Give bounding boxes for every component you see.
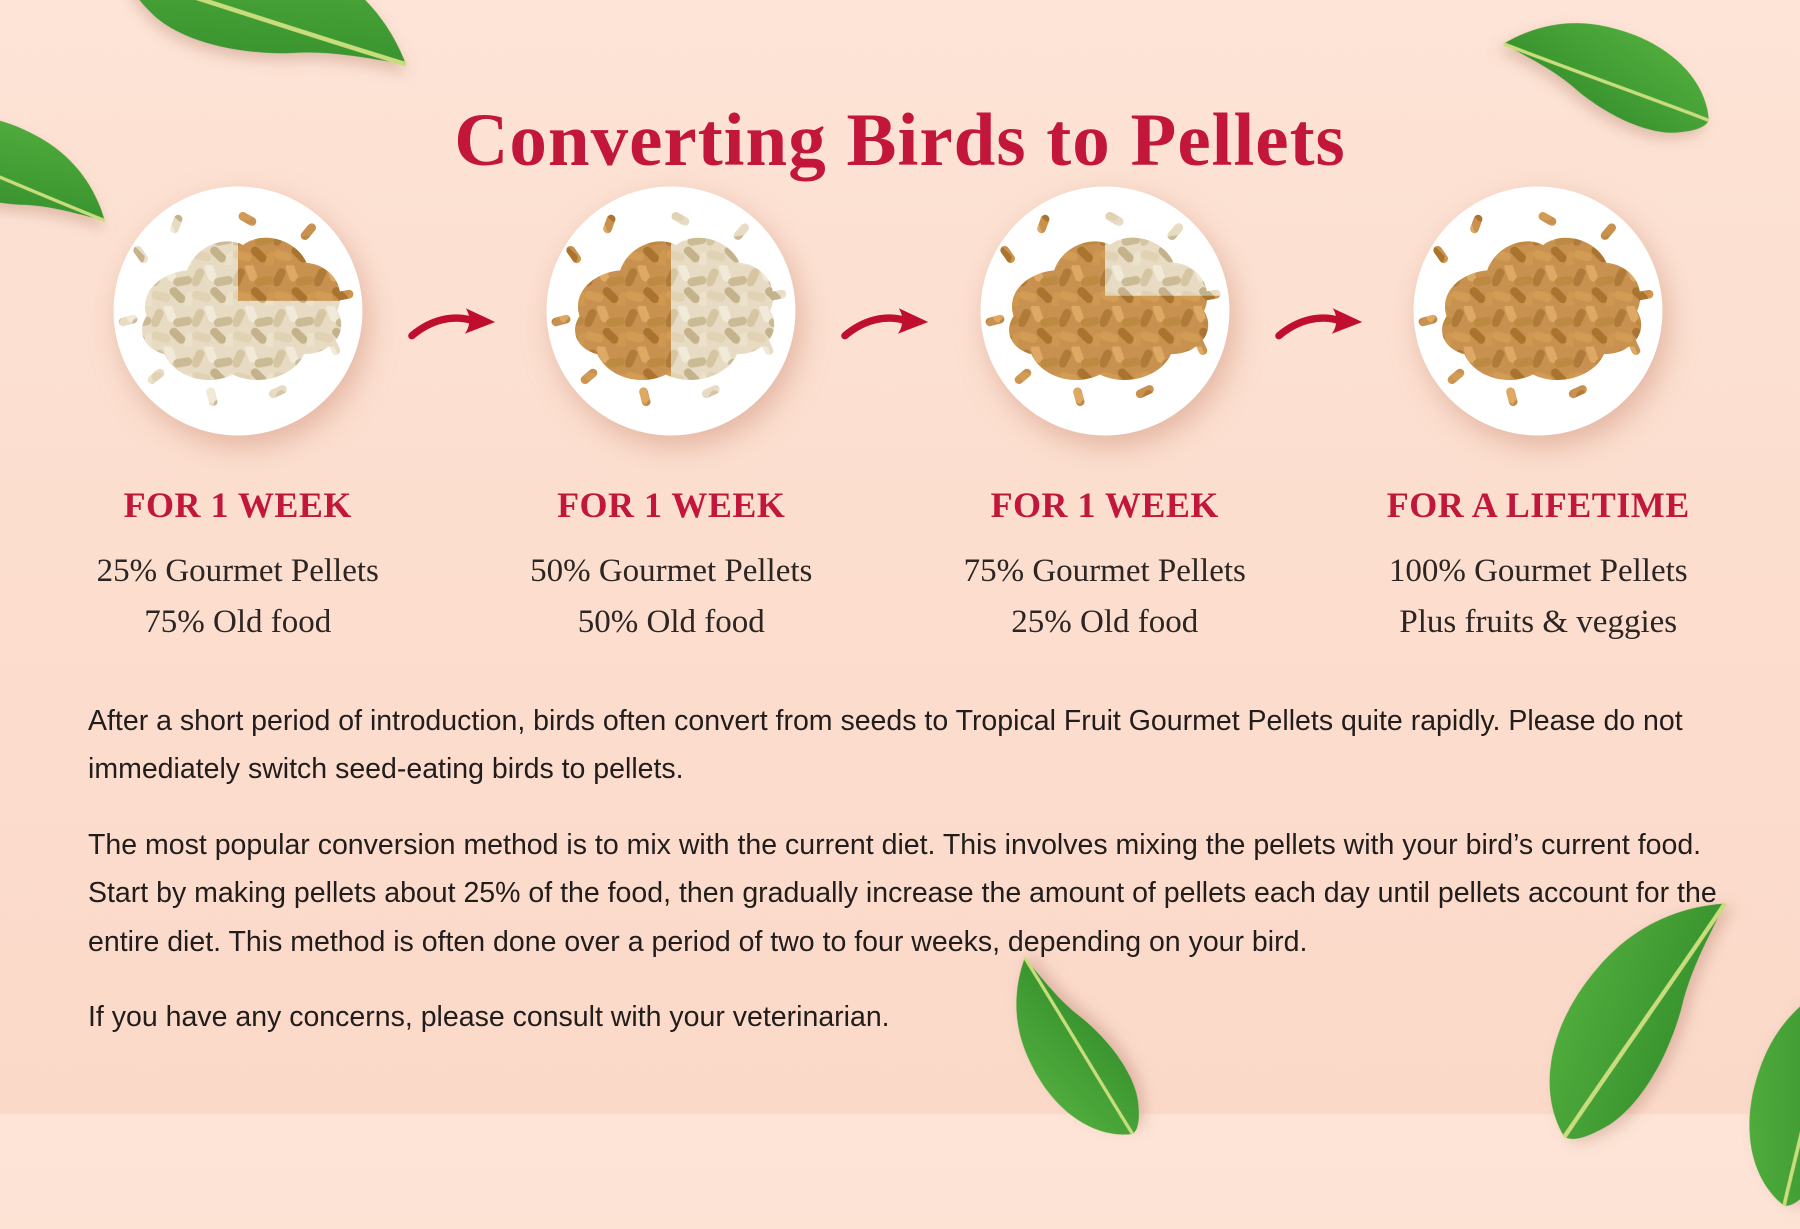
pellet-mix-image-100-percent xyxy=(1411,184,1665,438)
pellet-mix-image-75-percent xyxy=(978,184,1232,438)
step-mix-text xyxy=(964,546,1246,648)
conversion-step-4 xyxy=(1371,184,1707,648)
mix-line-gourmet: 75% Gourmet Pellets xyxy=(963,553,1246,589)
step-mix-text xyxy=(1389,546,1688,648)
description-text xyxy=(88,697,1728,1069)
mix-line-old-food: 25% Old food xyxy=(1011,604,1199,641)
paragraph-method: The most popular conversion method is to mix with the current diet. This involves mixing the pellets with your bird’s current food. Start by making pellets about 25% of the food, then gradually increase the amount of pellets each day until pellets account for the entire diet. This method is often done over a period of two to four weeks, depending on your bird. xyxy=(88,828,1717,958)
step-duration-label: FOR 1 WEEK xyxy=(990,485,1219,525)
mix-line-gourmet: 100% Gourmet Pellets xyxy=(1388,553,1688,589)
pellet-mix-image-25-percent xyxy=(111,184,365,438)
paragraph-veterinarian: If you have any concerns, please consult with your veterinarian. xyxy=(88,1001,890,1034)
step-mix-text xyxy=(97,546,379,648)
arrow-right-icon xyxy=(406,294,504,352)
conversion-step-1 xyxy=(70,184,406,648)
step-mix-text xyxy=(530,546,812,648)
mix-line-old-food: Plus fruits & veggies xyxy=(1399,604,1678,641)
page-title: Converting Birds to Pellets xyxy=(454,99,1346,183)
mix-line-old-food: 50% Old food xyxy=(577,604,765,641)
mix-line-gourmet: 50% Gourmet Pellets xyxy=(530,553,813,589)
step-duration-label: FOR 1 WEEK xyxy=(557,485,786,525)
step-duration-label: FOR A LIFETIME xyxy=(1386,485,1690,525)
arrow-right-icon xyxy=(839,294,937,352)
mix-line-old-food: 75% Old food xyxy=(144,604,332,641)
paragraph-introduction: After a short period of introduction, birds often convert from seeds to Tropical Fruit Gourmet Pellets quite rapidly. Please do not immediately switch seed-eating birds to pellets. xyxy=(88,705,1683,786)
pellet-mix-image-50-percent xyxy=(544,184,798,438)
conversion-steps-row xyxy=(70,184,1706,648)
mix-line-gourmet: 25% Gourmet Pellets xyxy=(96,553,379,589)
conversion-step-2 xyxy=(504,184,840,648)
arrow-right-icon xyxy=(1273,294,1371,352)
step-duration-label: FOR 1 WEEK xyxy=(123,485,352,525)
conversion-step-3 xyxy=(937,184,1273,648)
